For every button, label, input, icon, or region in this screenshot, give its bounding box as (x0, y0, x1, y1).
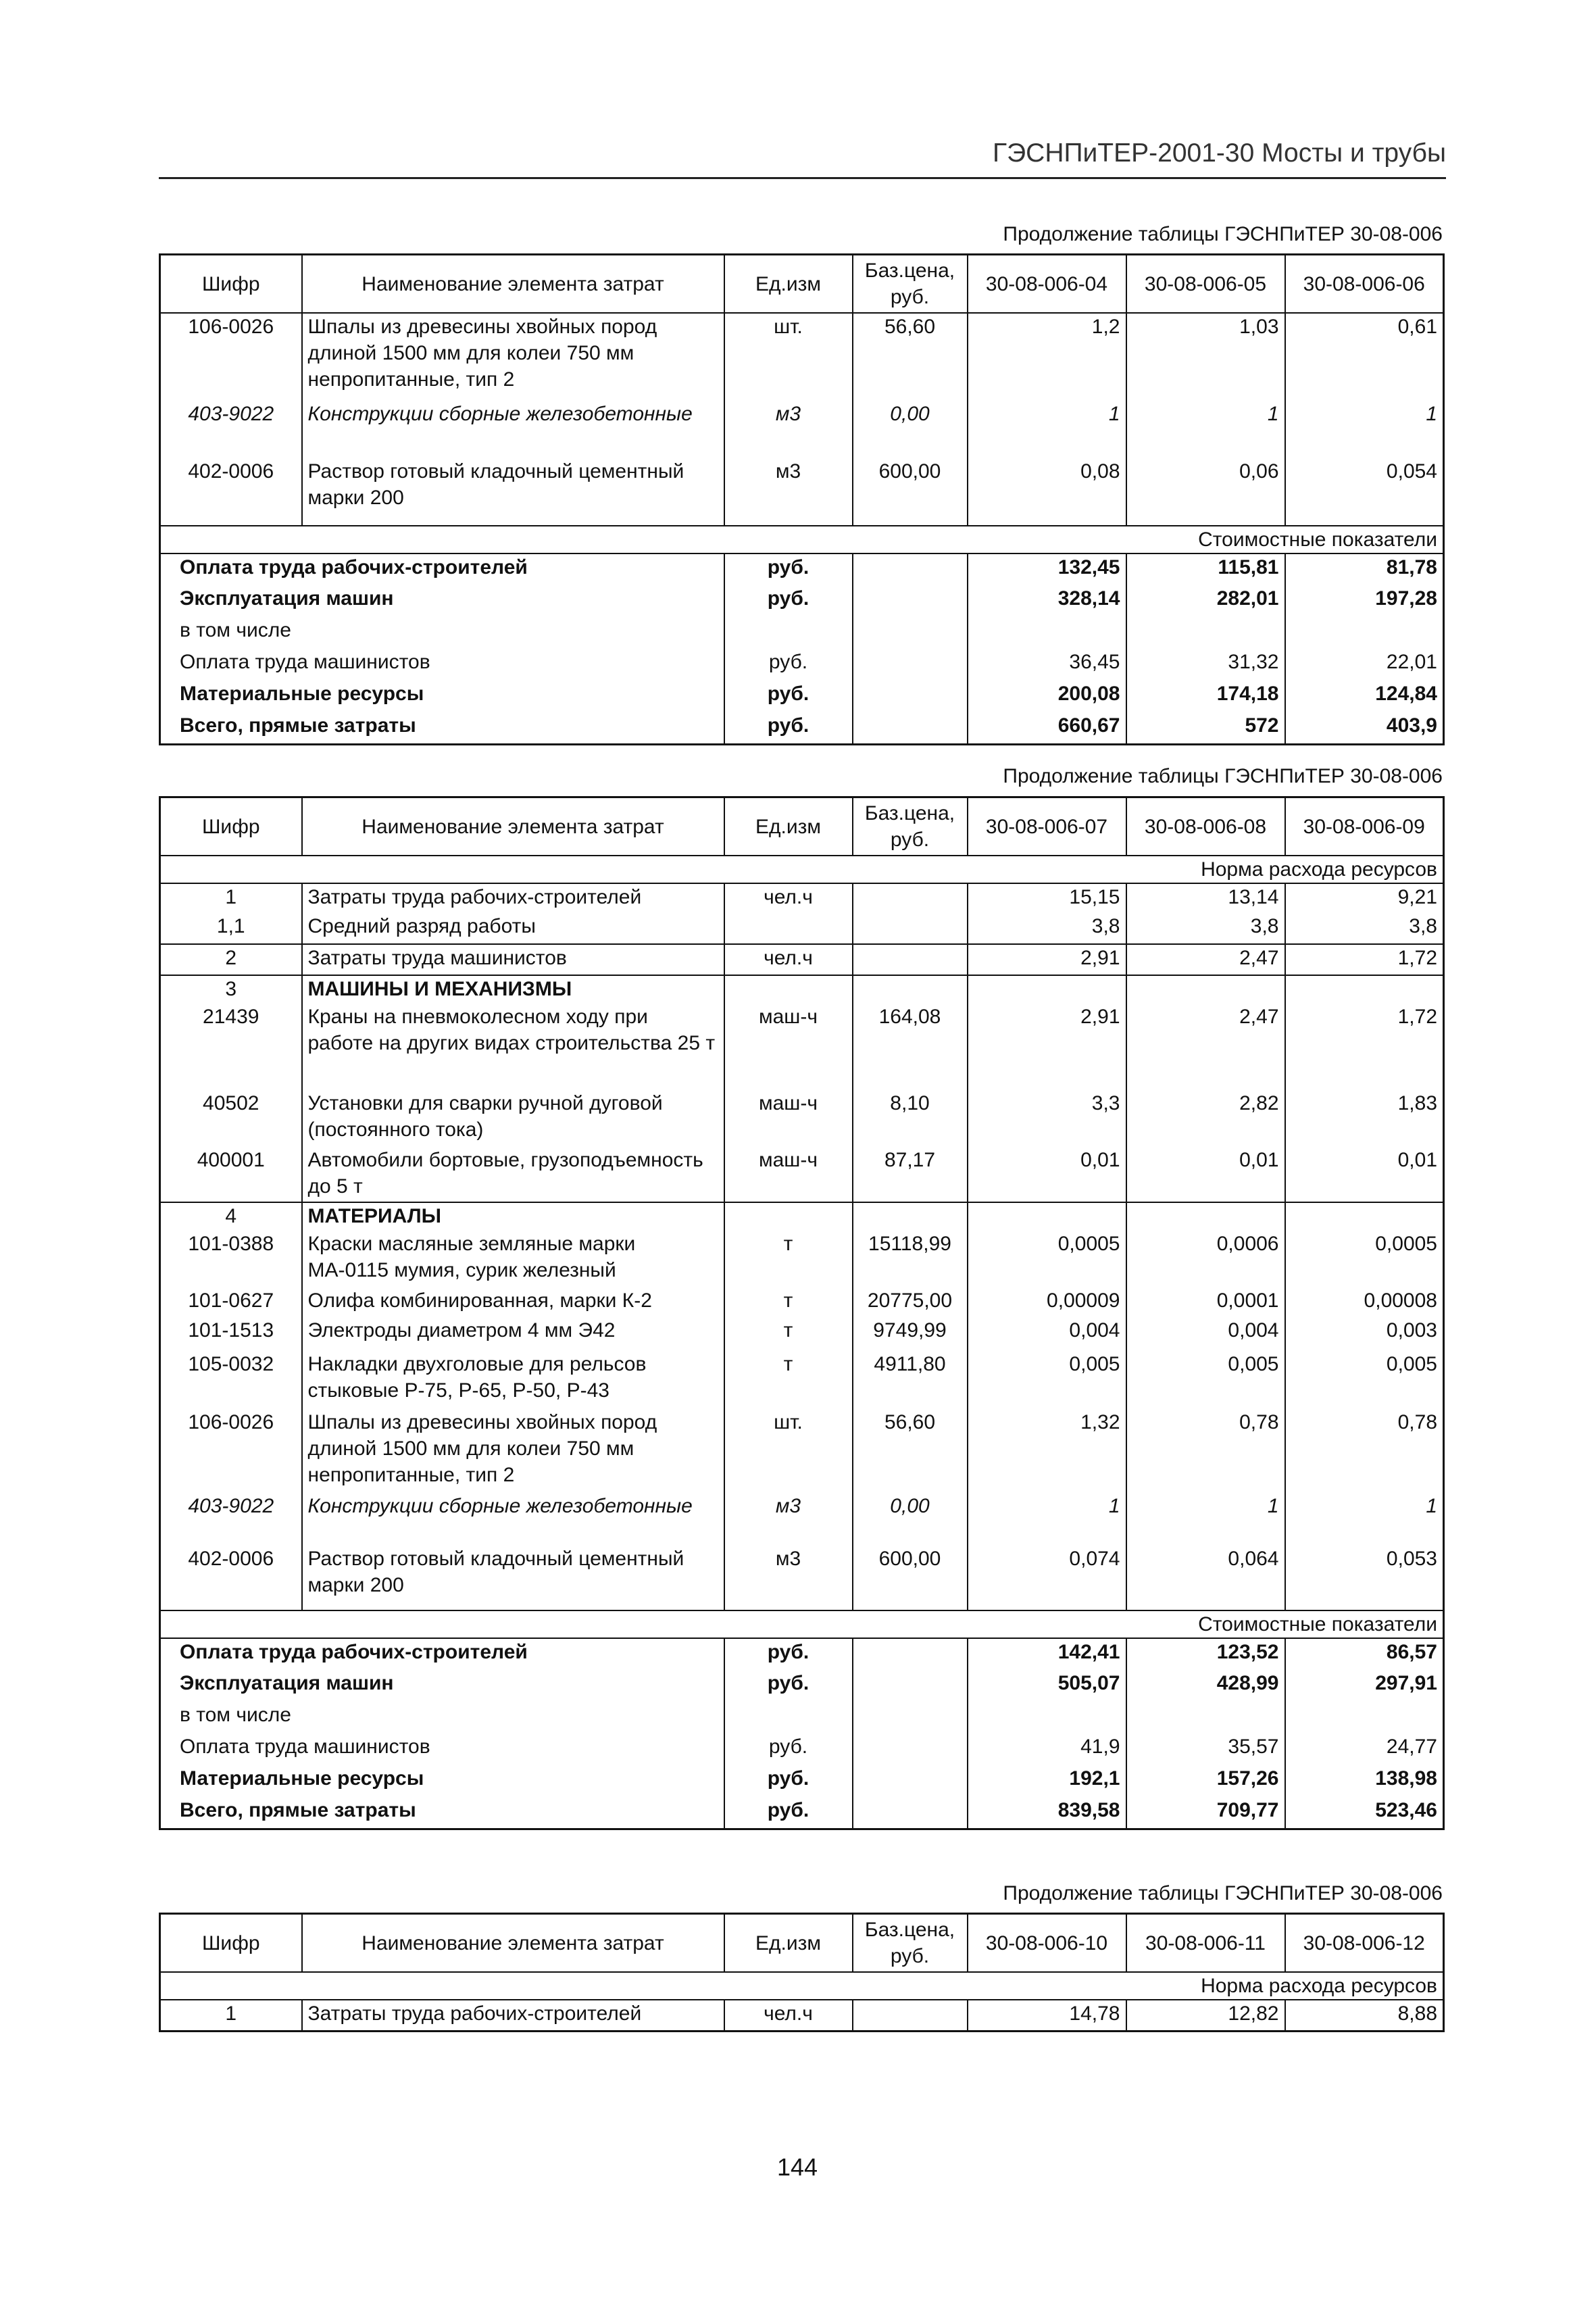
summary-value: 24,77 (1285, 1733, 1444, 1765)
summary-value: 192,1 (968, 1765, 1126, 1797)
row-name: Установки для сварки ручной дуговой (постоянного тока) (302, 1090, 724, 1147)
row-code: 402-0006 (160, 1546, 302, 1610)
table-row (160, 975, 1444, 1004)
row-price (853, 883, 968, 913)
row-code: 101-0627 (160, 1287, 302, 1317)
table-row (160, 1202, 1444, 1231)
row-unit: т (724, 1351, 853, 1409)
summary-price (853, 617, 968, 649)
row-unit: шт. (724, 1409, 853, 1493)
table-row (160, 913, 1444, 944)
row-value (1126, 1202, 1285, 1231)
summary-row (160, 553, 1444, 585)
row-value: 2,91 (968, 1004, 1126, 1090)
summary-name: Всего, прямые затраты (160, 1797, 724, 1829)
row-price: 164,08 (853, 1004, 968, 1090)
row-value: 0,01 (1285, 1147, 1444, 1202)
summary-value: 41,9 (968, 1733, 1126, 1765)
summary-row (160, 1638, 1444, 1670)
row-value: 1,72 (1285, 1004, 1444, 1090)
row-name: Раствор готовый кладочный цементный марки 200 (302, 458, 724, 526)
summary-price (853, 1638, 968, 1670)
row-value: 2,47 (1126, 944, 1285, 975)
col-code-11: 30-08-006-11 (1126, 1914, 1285, 1973)
col-code-05: 30-08-006-05 (1126, 255, 1285, 314)
table-row (160, 1351, 1444, 1409)
col-code-06: 30-08-006-06 (1285, 255, 1444, 314)
row-value: 0,0005 (1285, 1231, 1444, 1287)
row-name: Конструкции сборные железобетонные (302, 401, 724, 458)
col-code-09: 30-08-006-09 (1285, 797, 1444, 856)
table1-caption: Продолжение таблицы ГЭСНПиТЕР 30-08-006 (1003, 223, 1443, 245)
table2 (159, 796, 1445, 1830)
row-name: Затраты труда рабочих-строителей (302, 2000, 724, 2031)
resource-norm-row-label: Норма расхода ресурсов (160, 1972, 1444, 2000)
row-value: 13,14 (1126, 883, 1285, 913)
row-code: 2 (160, 944, 302, 975)
summary-value (1285, 1702, 1444, 1733)
row-value: 1,32 (968, 1409, 1126, 1493)
col-price-header: Баз.цена, руб. (853, 255, 968, 314)
row-code: 403-9022 (160, 1493, 302, 1546)
row-name: Затраты труда машинистов (302, 944, 724, 975)
row-price (853, 2000, 968, 2031)
summary-name: Эксплуатация машин (160, 585, 724, 617)
summary-unit: руб. (724, 1670, 853, 1702)
row-unit: м3 (724, 1493, 853, 1546)
summary-value: 22,01 (1285, 649, 1444, 681)
table-row (160, 1147, 1444, 1202)
row-value: 1,83 (1285, 1090, 1444, 1147)
row-code: 402-0006 (160, 458, 302, 526)
table-row (160, 1493, 1444, 1546)
col-unit-header: Ед.изм (724, 255, 853, 314)
summary-unit (724, 1702, 853, 1733)
cost-indicators-row-label: Стоимостные показатели (160, 526, 1444, 553)
row-unit: м3 (724, 1546, 853, 1610)
row-price: 4911,80 (853, 1351, 968, 1409)
summary-value: 138,98 (1285, 1765, 1444, 1797)
summary-name: в том числе (160, 1702, 724, 1733)
row-code: 21439 (160, 1004, 302, 1090)
table-row (160, 883, 1444, 913)
summary-unit: руб. (724, 649, 853, 681)
summary-unit: руб. (724, 1733, 853, 1765)
row-price (853, 1202, 968, 1231)
col-unit-header: Ед.изм (724, 797, 853, 856)
summary-name: Оплата труда машинистов (160, 649, 724, 681)
row-name: Краски масляные земляные марки МА-0115 мумия, сурик железный (302, 1231, 724, 1287)
row-code: 101-1513 (160, 1317, 302, 1351)
summary-value: 132,45 (968, 553, 1126, 585)
row-value: 1 (1126, 401, 1285, 458)
row-unit: чел.ч (724, 883, 853, 913)
row-name: Конструкции сборные железобетонные (302, 1493, 724, 1546)
summary-value: 403,9 (1285, 712, 1444, 744)
summary-value: 709,77 (1126, 1797, 1285, 1829)
table3-header-row (160, 1914, 1444, 1973)
col-code-08: 30-08-006-08 (1126, 797, 1285, 856)
row-value: 2,47 (1126, 1004, 1285, 1090)
row-code: 1 (160, 2000, 302, 2031)
row-code: 40502 (160, 1090, 302, 1147)
summary-row (160, 1797, 1444, 1829)
summary-price (853, 585, 968, 617)
summary-value: 200,08 (968, 681, 1126, 712)
row-code: 403-9022 (160, 401, 302, 458)
row-code: 105-0032 (160, 1351, 302, 1409)
row-code: 4 (160, 1202, 302, 1231)
resource-norm-row-label: Норма расхода ресурсов (160, 856, 1444, 883)
row-value: 1 (968, 401, 1126, 458)
summary-value: 86,57 (1285, 1638, 1444, 1670)
summary-value: 31,32 (1126, 649, 1285, 681)
row-value: 0,005 (968, 1351, 1126, 1409)
summary-value: 115,81 (1126, 553, 1285, 585)
table3-caption: Продолжение таблицы ГЭСНПиТЕР 30-08-006 (1003, 1882, 1443, 1904)
summary-value: 142,41 (968, 1638, 1126, 1670)
row-code: 101-0388 (160, 1231, 302, 1287)
summary-value (1285, 617, 1444, 649)
row-value: 14,78 (968, 2000, 1126, 2031)
table-row (160, 1317, 1444, 1351)
row-price: 20775,00 (853, 1287, 968, 1317)
summary-price (853, 712, 968, 744)
row-unit: чел.ч (724, 2000, 853, 2031)
row-price: 56,60 (853, 313, 968, 401)
col-name-header: Наименование элемента затрат (302, 797, 724, 856)
row-unit: м3 (724, 401, 853, 458)
row-price: 0,00 (853, 1493, 968, 1546)
summary-price (853, 681, 968, 712)
row-value: 1 (1285, 401, 1444, 458)
summary-value (1126, 1702, 1285, 1733)
row-value: 1,2 (968, 313, 1126, 401)
col-name-header: Наименование элемента затрат (302, 1914, 724, 1973)
row-price: 56,60 (853, 1409, 968, 1493)
row-name: Средний разряд работы (302, 913, 724, 944)
row-value: 0,00008 (1285, 1287, 1444, 1317)
row-value: 3,8 (968, 913, 1126, 944)
cost-indicators-row (160, 1610, 1444, 1638)
row-value: 1 (968, 1493, 1126, 1546)
row-value: 0,08 (968, 458, 1126, 526)
page-number: 144 (776, 2153, 818, 2181)
row-value (1126, 975, 1285, 1004)
row-code: 106-0026 (160, 313, 302, 401)
table-row (160, 1546, 1444, 1610)
row-price: 600,00 (853, 458, 968, 526)
row-value: 0,074 (968, 1546, 1126, 1610)
summary-value (968, 1702, 1126, 1733)
summary-value: 328,14 (968, 585, 1126, 617)
table-row (160, 1287, 1444, 1317)
row-unit: т (724, 1317, 853, 1351)
summary-value: 123,52 (1126, 1638, 1285, 1670)
summary-value: 660,67 (968, 712, 1126, 744)
row-code: 1 (160, 883, 302, 913)
cost-indicators-row-label: Стоимостные показатели (160, 1610, 1444, 1638)
summary-row (160, 649, 1444, 681)
col-code-header: Шифр (160, 1914, 302, 1973)
summary-value: 174,18 (1126, 681, 1285, 712)
row-price: 600,00 (853, 1546, 968, 1610)
row-value: 0,064 (1126, 1546, 1285, 1610)
table-row (160, 2000, 1444, 2031)
summary-row (160, 1765, 1444, 1797)
row-unit: м3 (724, 458, 853, 526)
summary-row (160, 712, 1444, 744)
table1-header-row (160, 255, 1444, 314)
summary-unit: руб. (724, 712, 853, 744)
table-row (160, 458, 1444, 526)
summary-row (160, 585, 1444, 617)
summary-unit: руб. (724, 1765, 853, 1797)
row-value: 0,004 (1126, 1317, 1285, 1351)
table2-header-row (160, 797, 1444, 856)
row-value: 3,8 (1285, 913, 1444, 944)
row-unit: маш-ч (724, 1090, 853, 1147)
summary-name: Всего, прямые затраты (160, 712, 724, 744)
table-row (160, 401, 1444, 458)
summary-row (160, 1670, 1444, 1702)
table-row (160, 313, 1444, 401)
row-value: 0,01 (968, 1147, 1126, 1202)
row-value: 9,21 (1285, 883, 1444, 913)
row-value: 0,0005 (968, 1231, 1126, 1287)
summary-value: 124,84 (1285, 681, 1444, 712)
row-value: 1 (1285, 1493, 1444, 1546)
col-code-12: 30-08-006-12 (1285, 1914, 1444, 1973)
row-name: Шпалы из древесины хвойных пород длиной 1500 мм для колеи 750 мм непропитанные, тип 2 (302, 313, 724, 401)
row-value: 0,054 (1285, 458, 1444, 526)
row-unit: маш-ч (724, 1147, 853, 1202)
table1 (159, 253, 1445, 745)
row-unit: чел.ч (724, 944, 853, 975)
row-code: 106-0026 (160, 1409, 302, 1493)
row-value: 1,72 (1285, 944, 1444, 975)
row-name: Затраты труда рабочих-строителей (302, 883, 724, 913)
summary-unit: руб. (724, 681, 853, 712)
summary-row (160, 1733, 1444, 1765)
summary-value: 157,26 (1126, 1765, 1285, 1797)
row-price (853, 975, 968, 1004)
summary-unit: руб. (724, 585, 853, 617)
table3 (159, 1913, 1445, 2032)
summary-name: Материальные ресурсы (160, 1765, 724, 1797)
row-value: 0,01 (1126, 1147, 1285, 1202)
row-value: 3,3 (968, 1090, 1126, 1147)
row-value: 0,00009 (968, 1287, 1126, 1317)
row-unit: т (724, 1287, 853, 1317)
row-value: 8,88 (1285, 2000, 1444, 2031)
cost-indicators-row (160, 526, 1444, 553)
row-unit: маш-ч (724, 1004, 853, 1090)
row-value: 0,0001 (1126, 1287, 1285, 1317)
summary-unit: руб. (724, 1797, 853, 1829)
summary-price (853, 649, 968, 681)
table-row (160, 1004, 1444, 1090)
col-code-header: Шифр (160, 255, 302, 314)
row-value: 0,61 (1285, 313, 1444, 401)
summary-name: Эксплуатация машин (160, 1670, 724, 1702)
row-code: 1,1 (160, 913, 302, 944)
row-name: Раствор готовый кладочный цементный марки 200 (302, 1546, 724, 1610)
row-value: 0,06 (1126, 458, 1285, 526)
col-code-04: 30-08-006-04 (968, 255, 1126, 314)
row-unit: шт. (724, 313, 853, 401)
table2-caption: Продолжение таблицы ГЭСНПиТЕР 30-08-006 (1003, 765, 1443, 787)
summary-value (968, 617, 1126, 649)
row-price: 8,10 (853, 1090, 968, 1147)
col-code-10: 30-08-006-10 (968, 1914, 1126, 1973)
summary-name: Оплата труда машинистов (160, 1733, 724, 1765)
row-code: 400001 (160, 1147, 302, 1202)
row-name: МАШИНЫ И МЕХАНИЗМЫ (302, 975, 724, 1004)
row-value: 12,82 (1126, 2000, 1285, 2031)
row-price: 15118,99 (853, 1231, 968, 1287)
summary-row (160, 1702, 1444, 1733)
row-value: 0,053 (1285, 1546, 1444, 1610)
row-name: МАТЕРИАЛЫ (302, 1202, 724, 1231)
summary-price (853, 553, 968, 585)
row-name: Шпалы из древесины хвойных пород длиной 1500 мм для колеи 750 мм непропитанные, тип 2 (302, 1409, 724, 1493)
row-name: Автомобили бортовые, грузоподъемность до 5 т (302, 1147, 724, 1202)
row-name: Электроды диаметром 4 мм Э42 (302, 1317, 724, 1351)
summary-row (160, 681, 1444, 712)
summary-name: Материальные ресурсы (160, 681, 724, 712)
summary-value: 81,78 (1285, 553, 1444, 585)
resource-norm-row (160, 856, 1444, 883)
row-value: 15,15 (968, 883, 1126, 913)
summary-price (853, 1702, 968, 1733)
table-row (160, 1409, 1444, 1493)
row-price: 0,00 (853, 401, 968, 458)
summary-value: 36,45 (968, 649, 1126, 681)
summary-value: 282,01 (1126, 585, 1285, 617)
summary-value (1126, 617, 1285, 649)
col-name-header: Наименование элемента затрат (302, 255, 724, 314)
summary-value: 297,91 (1285, 1670, 1444, 1702)
row-name: Накладки двухголовые для рельсов стыковые Р-75, Р-65, Р-50, Р-43 (302, 1351, 724, 1409)
col-unit-header: Ед.изм (724, 1914, 853, 1973)
row-price (853, 944, 968, 975)
row-value: 1,03 (1126, 313, 1285, 401)
row-price: 9749,99 (853, 1317, 968, 1351)
summary-name: Оплата труда рабочих-строителей (160, 553, 724, 585)
row-value: 0,003 (1285, 1317, 1444, 1351)
document-header: ГЭСНПиТЕР-2001-30 Мосты и трубы (993, 139, 1446, 168)
summary-value: 428,99 (1126, 1670, 1285, 1702)
row-value (968, 1202, 1126, 1231)
col-code-07: 30-08-006-07 (968, 797, 1126, 856)
summary-value: 523,46 (1285, 1797, 1444, 1829)
row-price (853, 913, 968, 944)
row-value: 3,8 (1126, 913, 1285, 944)
summary-value: 839,58 (968, 1797, 1126, 1829)
row-price: 87,17 (853, 1147, 968, 1202)
row-value: 0,005 (1285, 1351, 1444, 1409)
row-unit (724, 913, 853, 944)
summary-value: 35,57 (1126, 1733, 1285, 1765)
header-rule (159, 177, 1446, 179)
row-code: 3 (160, 975, 302, 1004)
row-unit (724, 1202, 853, 1231)
row-value: 0,0006 (1126, 1231, 1285, 1287)
summary-unit (724, 617, 853, 649)
row-value: 0,004 (968, 1317, 1126, 1351)
table-row (160, 944, 1444, 975)
row-value: 1 (1126, 1493, 1285, 1546)
row-value: 2,82 (1126, 1090, 1285, 1147)
table-row (160, 1231, 1444, 1287)
table-row (160, 1090, 1444, 1147)
row-value: 0,005 (1126, 1351, 1285, 1409)
row-value (968, 975, 1126, 1004)
summary-price (853, 1765, 968, 1797)
summary-value: 505,07 (968, 1670, 1126, 1702)
summary-price (853, 1797, 968, 1829)
row-value: 0,78 (1285, 1409, 1444, 1493)
col-price-header: Баз.цена, руб. (853, 797, 968, 856)
summary-value: 197,28 (1285, 585, 1444, 617)
summary-row (160, 617, 1444, 649)
summary-price (853, 1733, 968, 1765)
summary-value: 572 (1126, 712, 1285, 744)
row-value: 2,91 (968, 944, 1126, 975)
row-value (1285, 975, 1444, 1004)
row-name: Краны на пневмоколесном ходу при работе на других видах строительства 25 т (302, 1004, 724, 1090)
col-price-header: Баз.цена, руб. (853, 1914, 968, 1973)
col-code-header: Шифр (160, 797, 302, 856)
row-value: 0,78 (1126, 1409, 1285, 1493)
resource-norm-row (160, 1972, 1444, 2000)
row-value (1285, 1202, 1444, 1231)
row-unit: т (724, 1231, 853, 1287)
row-name: Олифа комбинированная, марки К-2 (302, 1287, 724, 1317)
summary-name: Оплата труда рабочих-строителей (160, 1638, 724, 1670)
row-unit (724, 975, 853, 1004)
summary-unit: руб. (724, 1638, 853, 1670)
summary-name: в том числе (160, 617, 724, 649)
summary-unit: руб. (724, 553, 853, 585)
summary-price (853, 1670, 968, 1702)
